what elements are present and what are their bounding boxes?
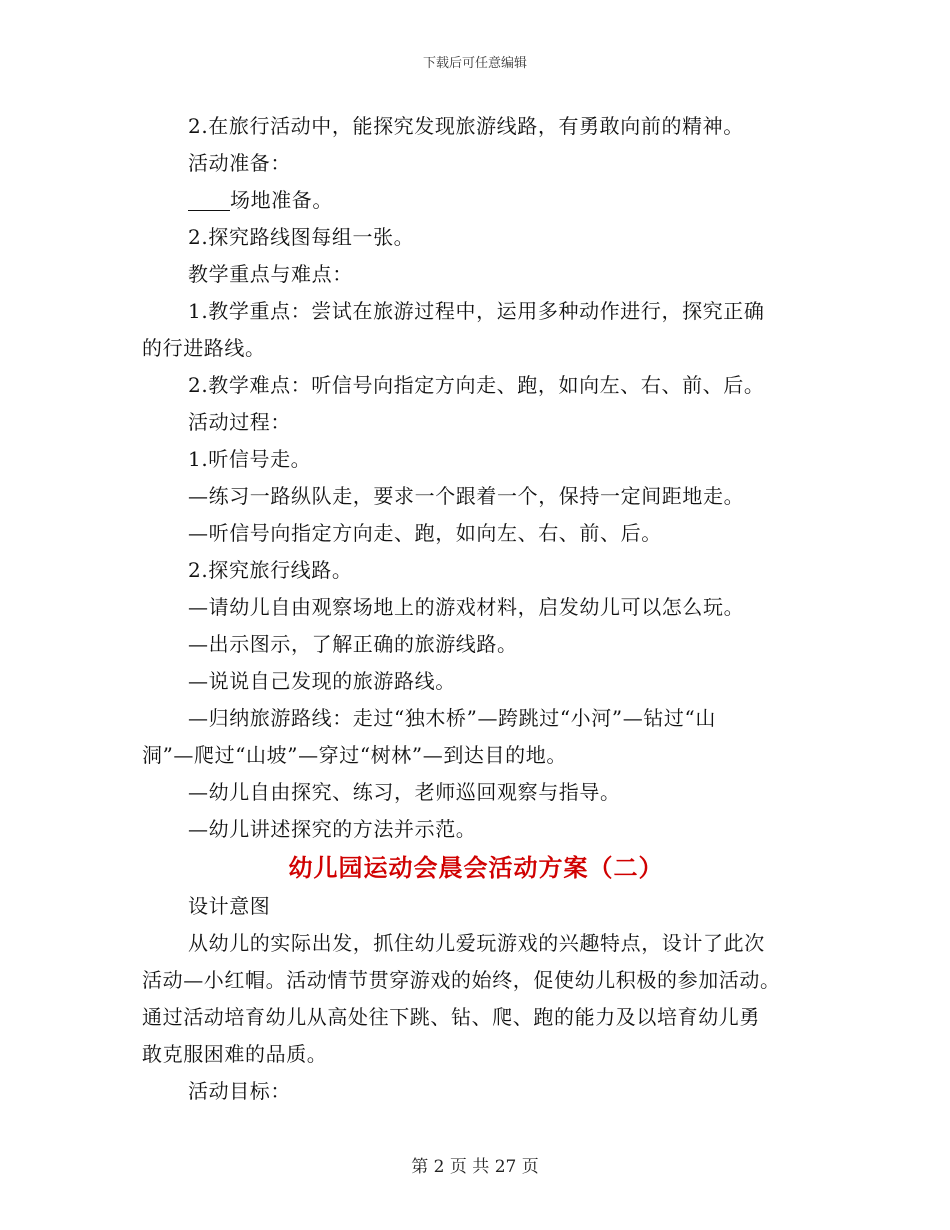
page-header: 下载后可任意编辑 — [422, 56, 527, 71]
paragraph-line: —幼儿自由探究、练习，老师巡回观察与指导。 — [188, 780, 621, 804]
paragraph-line: 教学重点与难点： — [188, 262, 353, 286]
fill-in-blank — [188, 190, 230, 211]
paragraph-line: 活动目标： — [188, 1079, 291, 1103]
paragraph-line: —练习一路纵队走，要求一个跟着一个，保持一定间距地走。 — [188, 484, 745, 508]
paragraph-line: —听信号向指定方向走、跑，如向左、右、前、后。 — [188, 521, 662, 545]
paragraph-line: 洞”—爬过“山坡”—穿过“树林”—到达目的地。 — [142, 743, 567, 767]
document-body — [142, 108, 810, 1110]
paragraph-line: 通过活动培育幼儿从高处往下跳、钻、爬、跑的能力及以培育幼儿勇 — [142, 1005, 760, 1029]
paragraph-line: 2.探究旅行线路。 — [188, 558, 353, 582]
section-title: 幼儿园运动会晨会活动方案（二） — [288, 854, 664, 882]
paragraph-line: 设计意图 — [188, 894, 271, 918]
paragraph-line: 活动准备： — [188, 151, 291, 175]
paragraph-line: —出示图示，了解正确的旅游线路。 — [188, 632, 518, 656]
paragraph-line: 2.探究路线图每组一张。 — [188, 225, 415, 249]
paragraph-line: 1.教学重点：尝试在旅游过程中，运用多种动作进行，探究正确 — [188, 299, 765, 323]
page-footer: 第 2 页 共 27 页 — [411, 1157, 539, 1177]
paragraph-line: —说说自己发现的旅游路线。 — [188, 669, 456, 693]
paragraph-line: 活动过程： — [188, 410, 291, 434]
paragraph-line: —幼儿讲述探究的方法并示范。 — [188, 817, 477, 841]
paragraph-line: 活动—小红帽。活动情节贯穿游戏的始终，促使幼儿积极的参加活动。 — [142, 968, 781, 992]
paragraph-line: 敢克服困难的品质。 — [142, 1042, 328, 1066]
blank-followup-text: 场地准备。 — [230, 188, 333, 212]
paragraph-line: 2.教学难点：听信号向指定方向走、跑，如向左、右、前、后。 — [188, 373, 765, 397]
paragraph-line: 1.听信号走。 — [188, 447, 312, 471]
paragraph-line: 2.在旅行活动中，能探究发现旅游线路，有勇敢向前的精神。 — [188, 114, 744, 138]
paragraph-line: 从幼儿的实际出发，抓住幼儿爱玩游戏的兴趣特点，设计了此次 — [188, 931, 765, 955]
paragraph-line: —请幼儿自由观察场地上的游戏材料，启发幼儿可以怎么玩。 — [188, 595, 745, 619]
paragraph-line-with-blank — [142, 182, 810, 219]
paragraph-line: 的行进路线。 — [142, 336, 266, 360]
paragraph-line: —归纳旅游路线：走过“独木桥”—跨跳过“小河”—钻过“山 — [188, 706, 716, 730]
